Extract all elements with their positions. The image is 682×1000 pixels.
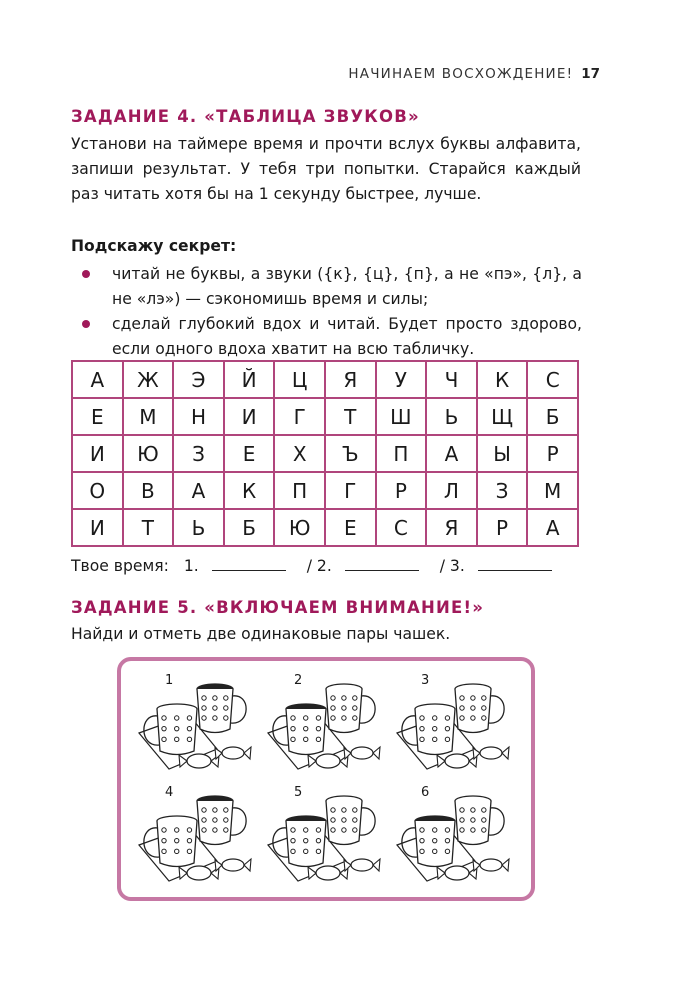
grid-cell: Ь xyxy=(173,509,224,546)
cup-set-3[interactable] xyxy=(391,675,513,775)
grid-cell: З xyxy=(477,472,528,509)
attempt-1-label: 1. xyxy=(183,557,199,575)
grid-row xyxy=(72,509,578,546)
grid-cell: А xyxy=(426,435,477,472)
grid-cell: Н xyxy=(173,398,224,435)
grid-cell: К xyxy=(477,361,528,398)
bullet-dot-icon xyxy=(82,320,90,328)
grid-cell: П xyxy=(274,472,325,509)
grid-cell: Ы xyxy=(477,435,528,472)
cups-frame xyxy=(117,657,535,901)
grid-cell: Б xyxy=(224,509,275,546)
task4-intro: Установи на таймере время и прочти вслух буквы алфавита, запиши результат. У тебя три попытки. Старайся каждый раз читать хотя бы на 1 секунду быстрее, лучше. xyxy=(71,135,581,203)
grid-cell: Т xyxy=(123,509,174,546)
grid-cell: Ю xyxy=(274,509,325,546)
grid-cell: Е xyxy=(325,509,376,546)
grid-cell: Г xyxy=(325,472,376,509)
grid-cell: Я xyxy=(325,361,376,398)
grid-cell: А xyxy=(72,361,123,398)
task5-title: ЗАДАНИЕ 5. «ВКЛЮЧАЕМ ВНИМАНИЕ!» xyxy=(71,598,485,617)
grid-cell: И xyxy=(72,509,123,546)
grid-cell: М xyxy=(123,398,174,435)
grid-cell: А xyxy=(527,509,578,546)
grid-cell: В xyxy=(123,472,174,509)
grid-cell: Ч xyxy=(426,361,477,398)
grid-cell: И xyxy=(72,435,123,472)
grid-cell: Р xyxy=(527,435,578,472)
grid-cell: Т xyxy=(325,398,376,435)
grid-row xyxy=(72,435,578,472)
grid-cell: Э xyxy=(173,361,224,398)
grid-cell: Ж xyxy=(123,361,174,398)
grid-cell: Щ xyxy=(477,398,528,435)
cups-illustration-icon xyxy=(391,675,513,775)
tip-text: читай не буквы, а звуки ({к}, {ц}, {п}, а не «пэ», {л}, а не «лэ») — сэкономишь время и силы; xyxy=(112,265,582,308)
cup-number: 3 xyxy=(421,673,430,688)
grid-row xyxy=(72,398,578,435)
cup-number: 1 xyxy=(165,673,174,688)
grid-cell: Ш xyxy=(376,398,427,435)
page-number: 17 xyxy=(581,66,600,82)
cup-number: 6 xyxy=(421,785,430,800)
cups-illustration-icon xyxy=(262,787,384,887)
task5-intro: Найди и отметь две одинаковые пары чашек. xyxy=(71,625,451,643)
grid-cell: З xyxy=(173,435,224,472)
grid-cell: Х xyxy=(274,435,325,472)
tip-text: сделай глубокий вдох и читай. Будет просто здорово, если одного вдоха хватит на всю табличку. xyxy=(112,315,582,358)
cup-number: 5 xyxy=(294,785,303,800)
grid-cell: К xyxy=(224,472,275,509)
attempt-3-field[interactable] xyxy=(478,556,552,571)
grid-cell: Е xyxy=(72,398,123,435)
time-record xyxy=(71,556,552,575)
running-header xyxy=(348,66,600,82)
grid-row xyxy=(72,472,578,509)
letters-grid xyxy=(71,360,579,547)
cup-set-2[interactable] xyxy=(262,675,384,775)
grid-cell: Е xyxy=(224,435,275,472)
attempt-1-field[interactable] xyxy=(212,556,286,571)
cups-illustration-icon xyxy=(133,675,255,775)
cup-number: 4 xyxy=(165,785,174,800)
grid-cell: Б xyxy=(527,398,578,435)
hint-label: Подскажу секрет: xyxy=(71,237,237,255)
grid-row xyxy=(72,361,578,398)
attempt-2-label: / 2. xyxy=(306,557,332,575)
grid-cell: Я xyxy=(426,509,477,546)
grid-cell: Ц xyxy=(274,361,325,398)
section-title: НАЧИНАЕМ ВОСХОЖДЕНИЕ! xyxy=(348,66,574,82)
grid-cell: А xyxy=(173,472,224,509)
cup-set-4[interactable] xyxy=(133,787,255,887)
tip-item xyxy=(82,312,582,362)
bullet-dot-icon xyxy=(82,270,90,278)
grid-cell: Ъ xyxy=(325,435,376,472)
grid-cell: И xyxy=(224,398,275,435)
cup-set-6[interactable] xyxy=(391,787,513,887)
grid-cell: Ь xyxy=(426,398,477,435)
grid-cell: М xyxy=(527,472,578,509)
grid-cell: С xyxy=(527,361,578,398)
grid-cell: С xyxy=(376,509,427,546)
cups-illustration-icon xyxy=(391,787,513,887)
grid-cell: Г xyxy=(274,398,325,435)
grid-cell: Й xyxy=(224,361,275,398)
time-label: Твое время: xyxy=(71,557,169,575)
grid-cell: Л xyxy=(426,472,477,509)
attempt-2-field[interactable] xyxy=(345,556,419,571)
cups-illustration-icon xyxy=(133,787,255,887)
grid-cell: У xyxy=(376,361,427,398)
cup-set-1[interactable] xyxy=(133,675,255,775)
task4-title: ЗАДАНИЕ 4. «ТАБЛИЦА ЗВУКОВ» xyxy=(71,107,420,126)
grid-cell: Р xyxy=(376,472,427,509)
grid-cell: Ю xyxy=(123,435,174,472)
cup-set-5[interactable] xyxy=(262,787,384,887)
attempt-3-label: / 3. xyxy=(439,557,465,575)
cup-number: 2 xyxy=(294,673,303,688)
grid-cell: Р xyxy=(477,509,528,546)
tip-item xyxy=(82,262,582,312)
grid-cell: П xyxy=(376,435,427,472)
grid-cell: О xyxy=(72,472,123,509)
cups-illustration-icon xyxy=(262,675,384,775)
